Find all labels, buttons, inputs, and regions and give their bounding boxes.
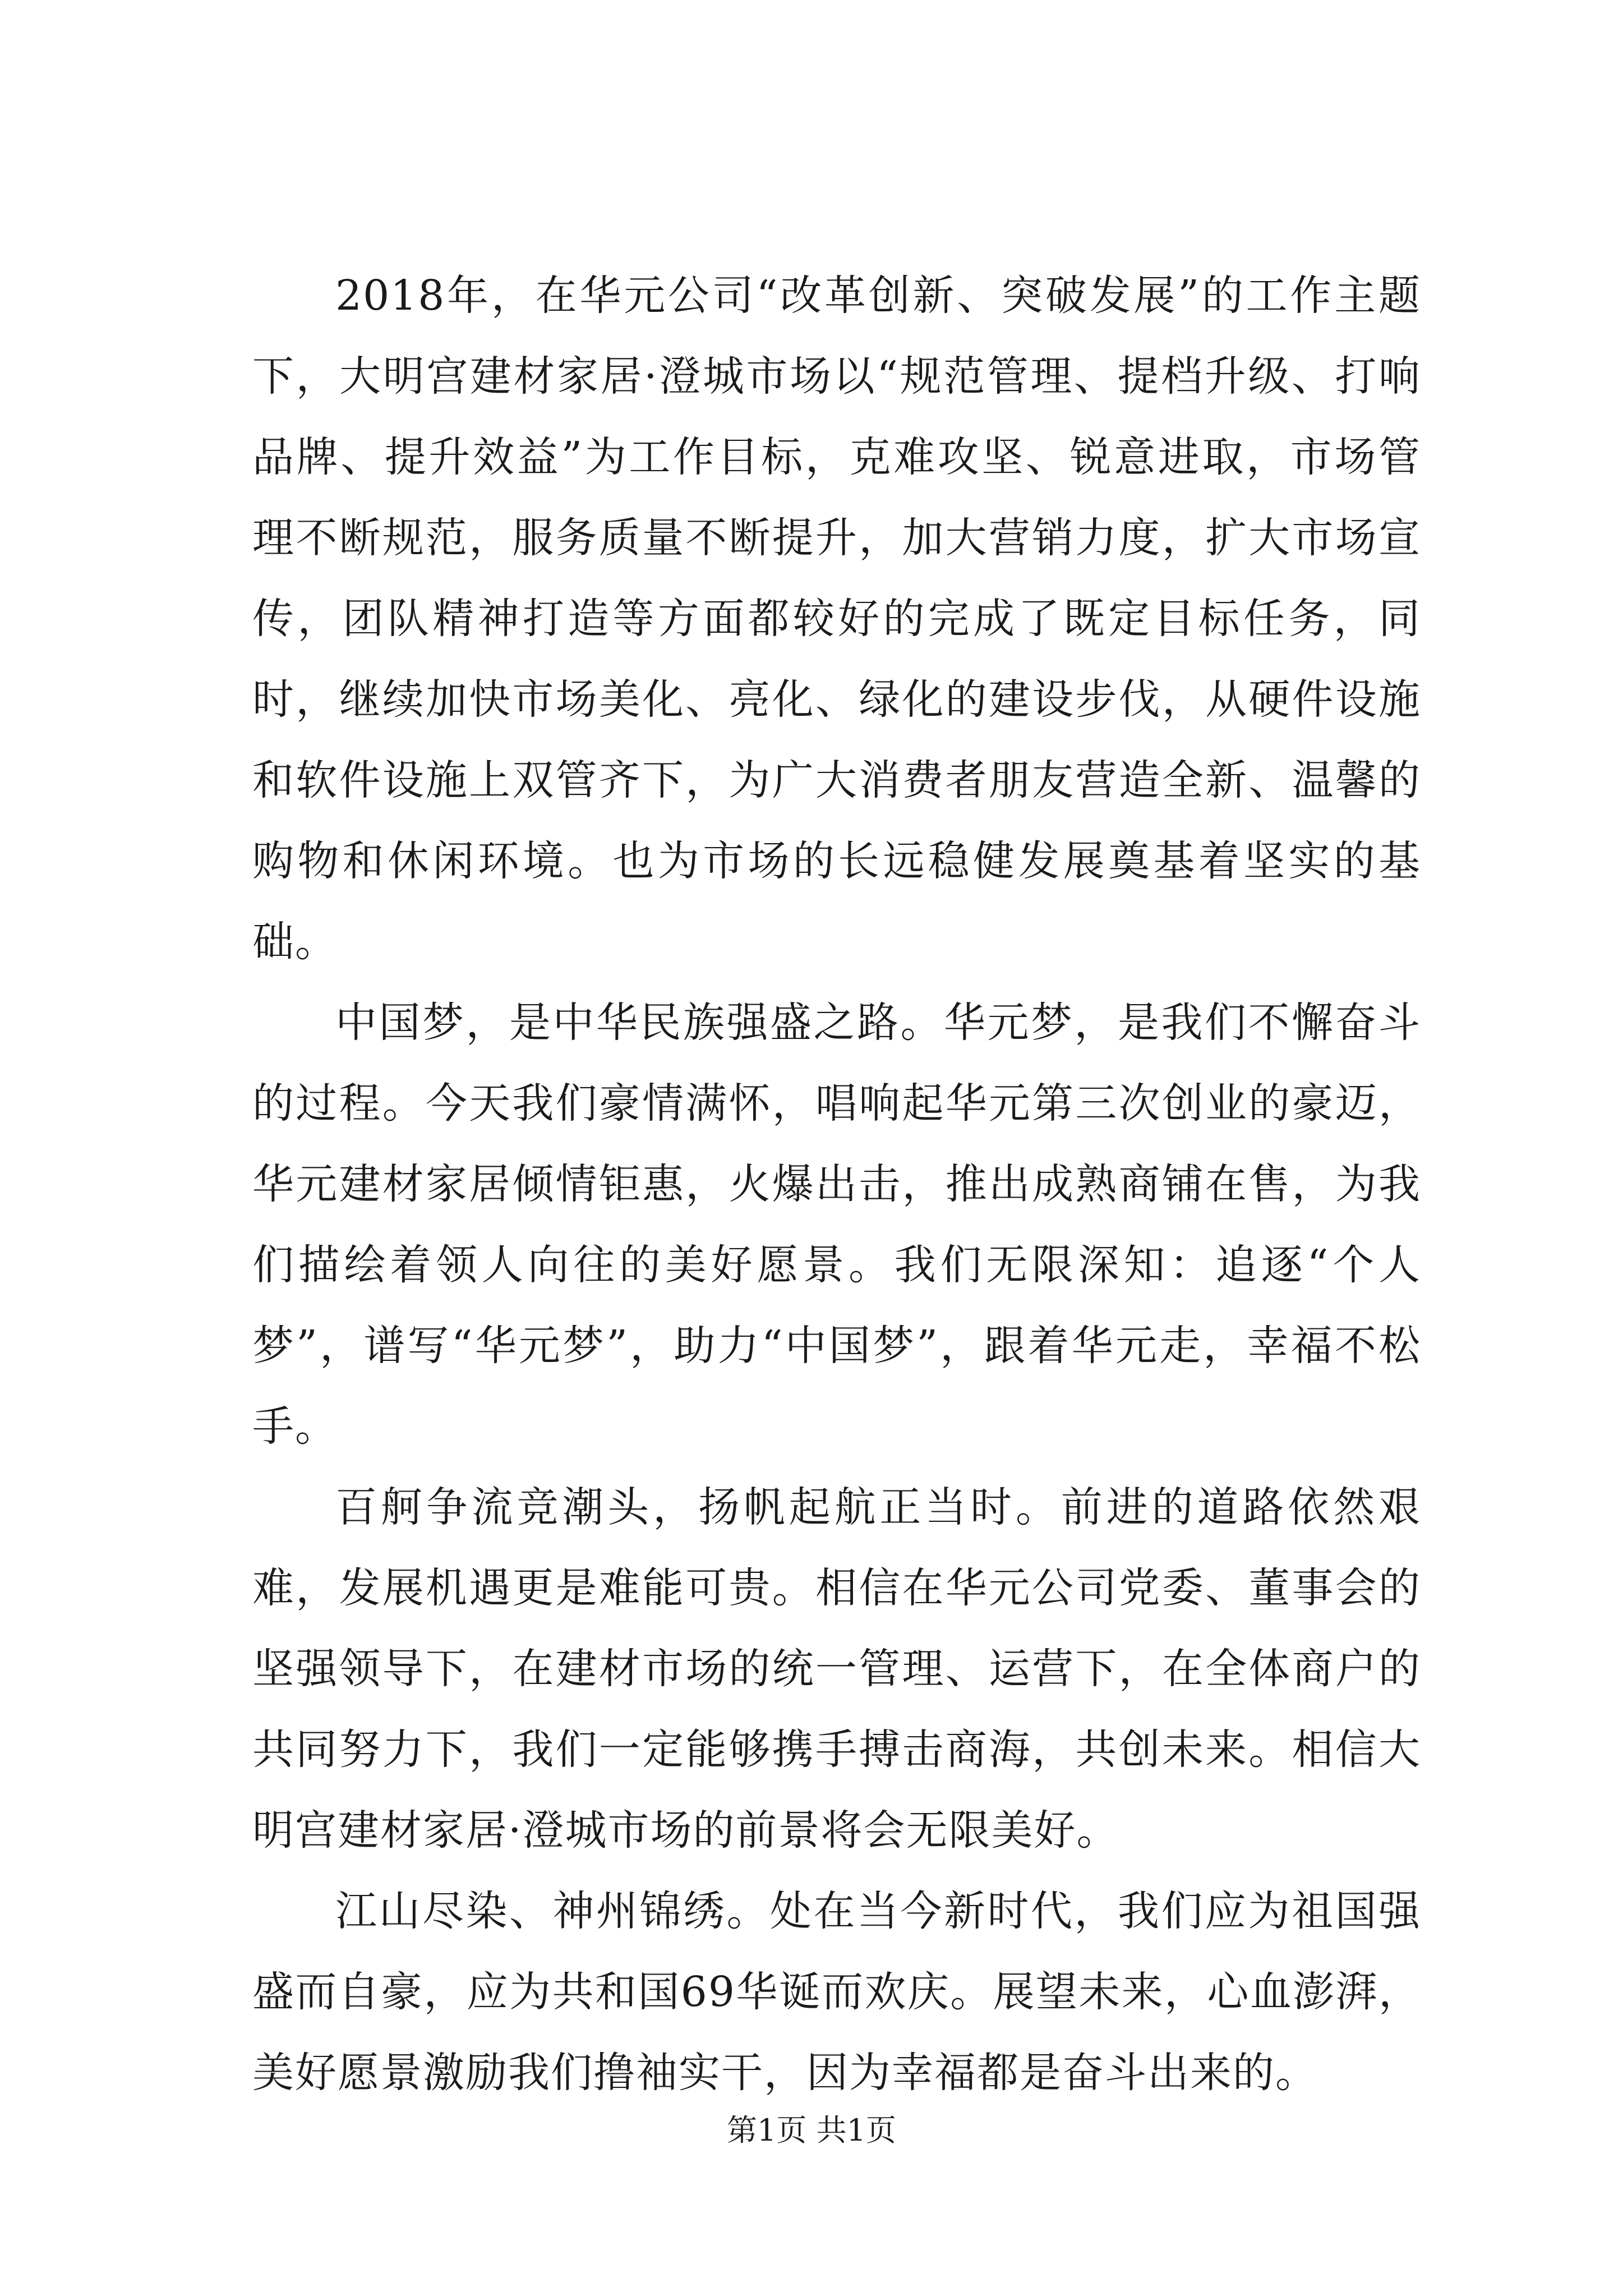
paragraph-1: 2018年，在华元公司“改革创新、突破发展”的工作主题下，大明宫建材家居·澄城市场以“规范管理、提档升级、打响品牌、提升效益”为工作目标，克难攻坚、锐意进取，市场管理不断规范，服务质量不断提升，加大营销力度，扩大市场宣传，团队精神打造等方面都较好的完成了既定目标任务，同时，继续加快市场美化、亮化、绿化的建设步伐，从硬件设施和软件设施上双管齐下，为广大消费者朋友营造全新、温馨的购物和休闲环境。也为市场的长远稳健发展奠基着坚实的基础。 bbox=[252, 272, 1421, 966]
document-body bbox=[252, 255, 1421, 2113]
paragraph-3: 百舸争流竞潮头，扬帆起航正当时。前进的道路依然艰难，发展机遇更是难能可贵。相信在华元公司党委、董事会的坚强领导下，在建材市场的统一管理、运营下，在全体商户的共同努力下，我们一定能够携手搏击商海，共创未来。相信大明宫建材家居·澄城市场的前景将会无限美好。 bbox=[252, 1483, 1421, 1855]
paragraph-2: 中国梦，是中华民族强盛之路。华元梦，是我们不懈奋斗的过程。今天我们豪情满怀，唱响起华元第三次创业的豪迈，华元建材家居倾情钜惠，火爆出击，推出成熟商铺在售，为我们描绘着领人向往的美好愿景。我们无限深知：追逐“个人梦”，谱写“华元梦”，助力“中国梦”，跟着华元走，幸福不松手。 bbox=[252, 999, 1421, 1451]
paragraph-4: 江山尽染、神州锦绣。处在当今新时代，我们应为祖国强盛而自豪，应为共和国69华诞而欢庆。展望未来，心血澎湃，美好愿景激励我们撸袖实干，因为幸福都是奋斗出来的。 bbox=[252, 1887, 1421, 2097]
page-footer: 第1页 共1页 bbox=[727, 2113, 896, 2148]
